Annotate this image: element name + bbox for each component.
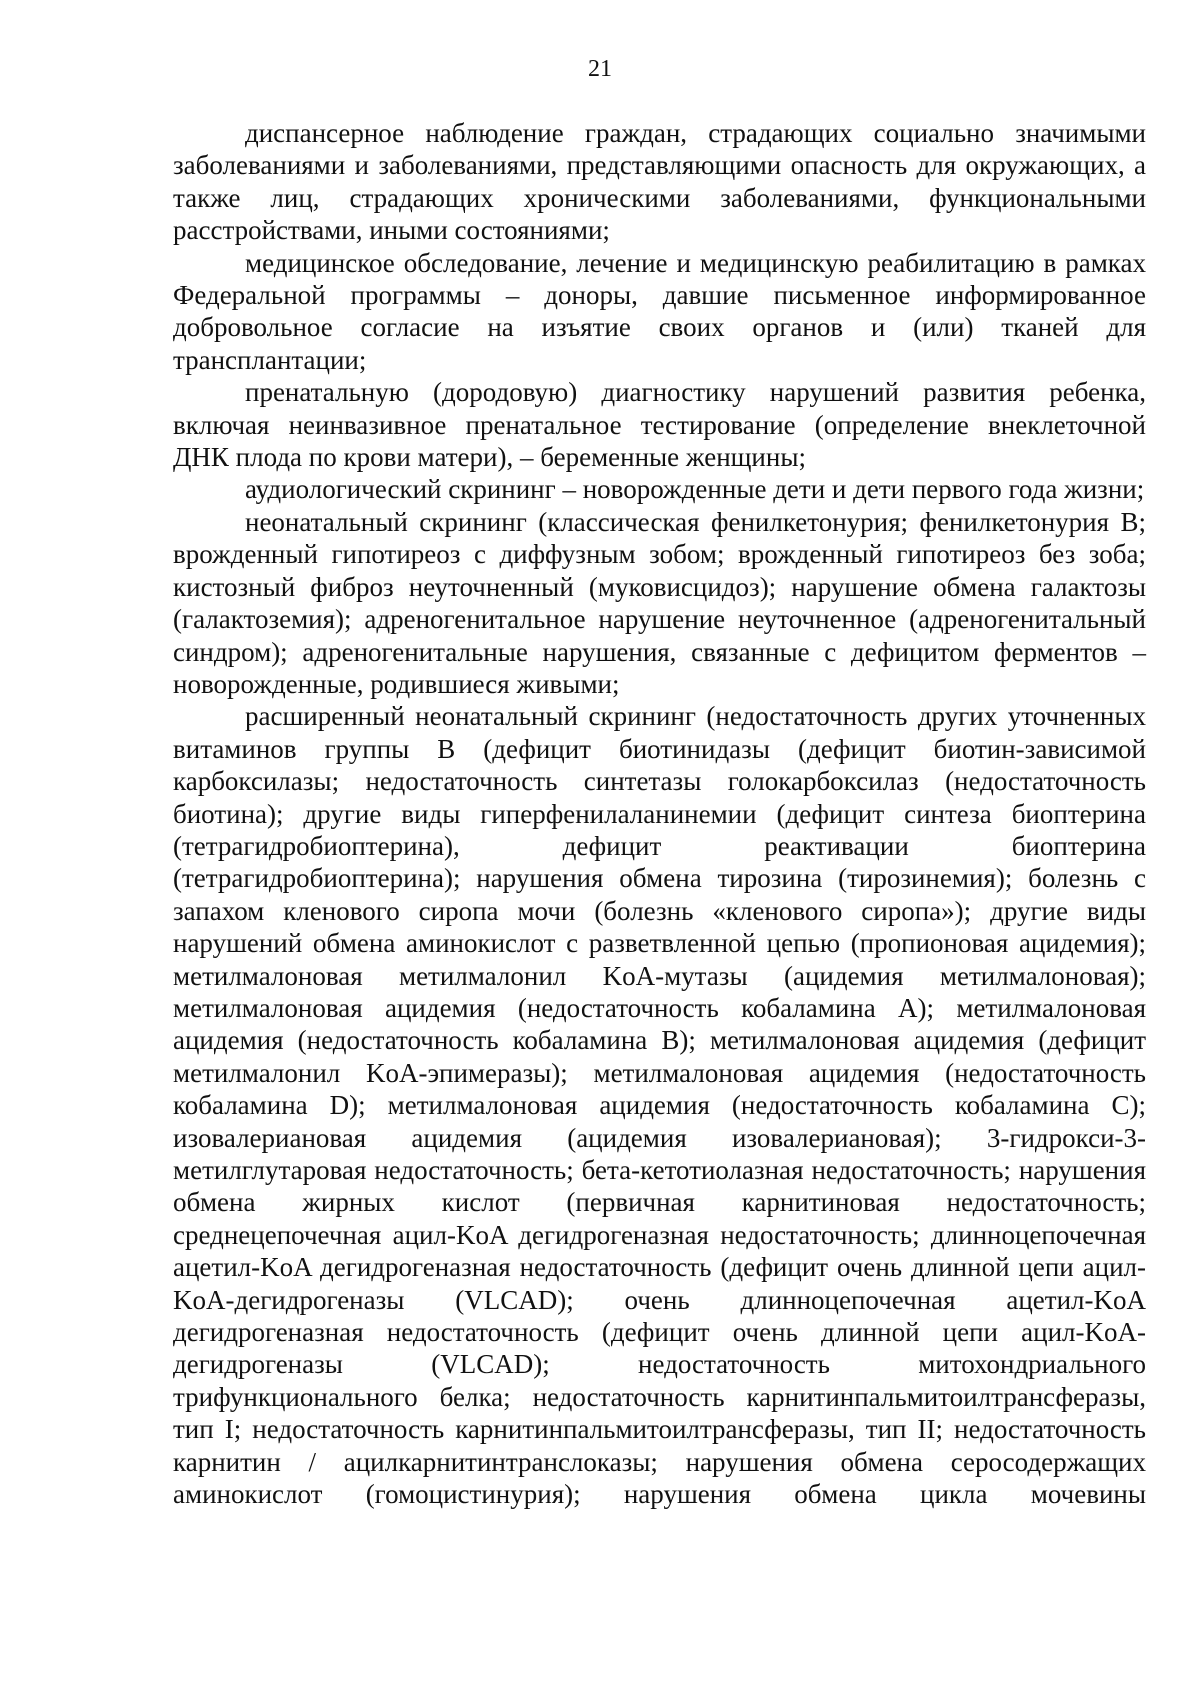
paragraph-prenatal-diagnostics: пренатальную (дородовую) диагностику нарушений развития ребенка, включая неинвазивное пренатальное тестирование (определение внеклеточной ДНК плода по крови матери), – беременные женщины; [173, 377, 1146, 473]
paragraph-donor-examination: медицинское обследование, лечение и медицинскую реабилитацию в рамках Федеральной программы – доноры, давшие письменное информированное добровольное согласие на изъятие своих органов и (или) тканей для трансплантации; [173, 247, 1146, 375]
paragraph-extended-neonatal-screening: расширенный неонатальный скрининг (недостаточность других уточненных витаминов группы B (дефицит биотинидазы (дефицит биотин-зависимой карбоксилазы; недостаточность синтетазы голокарбоксилаз (недостаточность биотина); другие виды гиперфенилаланинемии (дефицит синтеза биоптерина (тетрагидробиоптерина), дефицит реактивации биоптерина (тетрагидробиоптерина); нарушения обмена тирозина (тирозинемия); болезнь с запахом кленового сиропа мочи (болезнь «кленового сиропа»); другие виды нарушений обмена аминокислот с разветвленной цепью (пропионовая ацидемия); метилмалоновая метилмалонил KoA-мутазы (ацидемия метилмалоновая); метилмалоновая ацидемия (недостаточность кобаламина A); метилмалоновая ацидемия (недостаточность кобаламина B); метилмалоновая ацидемия (дефицит метилмалонил KoA-эпимеразы); метилмалоновая ацидемия (недостаточность кобаламина D); метилмалоновая ацидемия (недостаточность кобаламина C); изовалериановая ацидемия (ацидемия изовалериановая); 3-гидрокси-3-метилглутаровая недостаточность; бета-кетотиолазная недостаточность; нарушения обмена жирных кислот (первичная карнитиновая недостаточность; среднецепочечная ацил-KoA дегидрогеназная недостаточность; длинноцепочечная ацетил-KoA дегидрогеназная недостаточность (дефицит очень длинной цепи ацил-KoA-дегидрогеназы (VLCAD); очень длинноцепочечная ацетил-KoA дегидрогеназная недостаточность (дефицит очень длинной цепи ацил-KoA-дегидрогеназы (VLCAD); недостаточность митохондриального трифункционального белка; недостаточность карнитинпальмитоилтрансферазы, тип I; недостаточность карнитинпальмитоилтрансферазы, тип II; недостаточность карнитин / ацилкарнитинтранслоказы; нарушения обмена серосодержащих аминокислот (гомоцистинурия); нарушения обмена цикла мочевины [173, 701, 1146, 1510]
paragraph-audiological-screening: аудиологический скрининг – новорожденные дети и дети первого года жизни; [245, 474, 1145, 505]
document-body [173, 117, 1146, 1510]
paragraph-neonatal-screening: неонатальный скрининг (классическая фенилкетонурия; фенилкетонурия B; врожденный гипотиреоз с диффузным зобом; врожденный гипотиреоз без зоба; кистозный фиброз неуточненный (муковисцидоз); нарушение обмена галактозы (галактоземия); адреногенитальное нарушение неуточненное (адреногенитальный синдром); адреногенитальные нарушения, связанные с дефицитом ферментов – новорожденные, родившиеся живыми; [173, 506, 1146, 699]
paragraph-dispensary-observation: диспансерное наблюдение граждан, страдающих социально значимыми заболеваниями и заболеваниями, представляющими опасность для окружающих, а также лиц, страдающих хроническими заболеваниями, функциональными расстройствами, иными состояниями; [173, 118, 1146, 246]
page-number: 21 [588, 56, 612, 82]
